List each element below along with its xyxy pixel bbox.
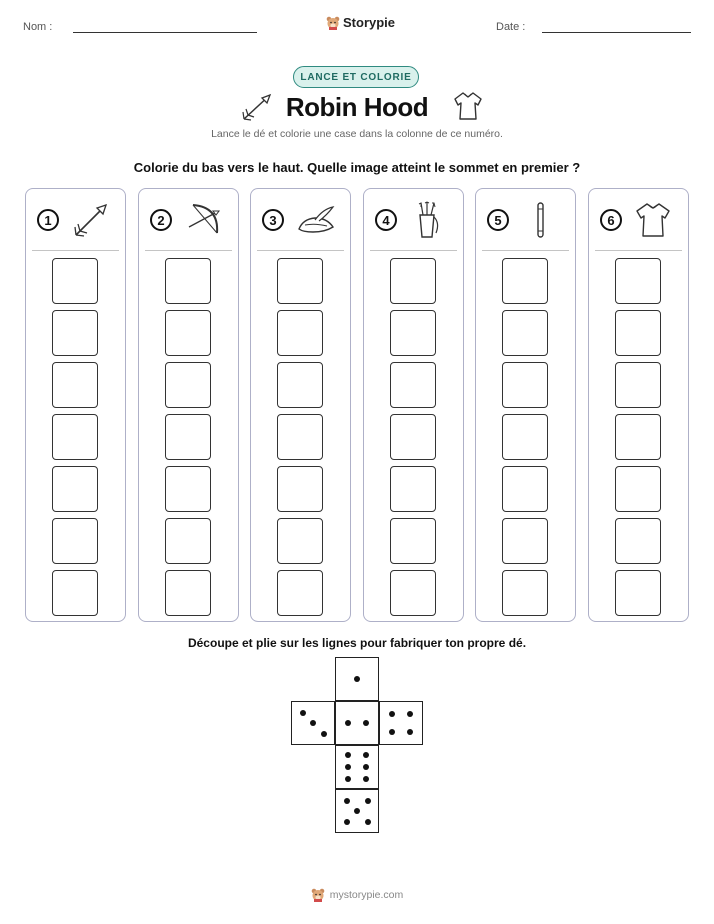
page-subtitle: Lance le dé et colorie une case dans la colonne de ce numéro. bbox=[211, 128, 503, 140]
brand-logo bbox=[326, 15, 395, 30]
dice-face-4 bbox=[379, 701, 423, 745]
bear-logo-icon bbox=[311, 888, 325, 902]
column-divider bbox=[145, 250, 232, 251]
dice-face-3 bbox=[291, 701, 335, 745]
color-box[interactable] bbox=[502, 362, 548, 408]
color-box[interactable] bbox=[52, 466, 98, 512]
color-box[interactable] bbox=[390, 414, 436, 460]
staff-icon bbox=[520, 199, 562, 241]
dice-face-1 bbox=[335, 657, 379, 701]
color-box[interactable] bbox=[502, 414, 548, 460]
color-box[interactable] bbox=[277, 310, 323, 356]
color-box[interactable] bbox=[165, 258, 211, 304]
bear-logo-icon bbox=[326, 16, 340, 30]
footer bbox=[0, 888, 714, 902]
name-label: Nom : bbox=[23, 21, 53, 33]
column-divider bbox=[482, 250, 569, 251]
color-box[interactable] bbox=[165, 310, 211, 356]
dice-pip bbox=[345, 764, 351, 770]
column-number: 4 bbox=[375, 209, 397, 231]
color-box[interactable] bbox=[615, 258, 661, 304]
color-box[interactable] bbox=[277, 466, 323, 512]
color-box[interactable] bbox=[615, 518, 661, 564]
color-box[interactable] bbox=[165, 518, 211, 564]
column-number: 2 bbox=[150, 209, 172, 231]
dice-pip bbox=[345, 752, 351, 758]
coloring-instruction: Colorie du bas vers le haut. Quelle image atteint le sommet en premier ? bbox=[133, 160, 581, 175]
tunic-icon bbox=[452, 90, 484, 122]
color-box[interactable] bbox=[277, 414, 323, 460]
dice-pip bbox=[389, 711, 395, 717]
dice-pip bbox=[407, 711, 413, 717]
dice-pip bbox=[365, 819, 371, 825]
dice-pip bbox=[344, 819, 350, 825]
color-box[interactable] bbox=[165, 570, 211, 616]
color-box[interactable] bbox=[277, 570, 323, 616]
dice-instruction: Découpe et plie sur les lignes pour fabriquer ton propre dé. bbox=[187, 636, 527, 650]
color-box[interactable] bbox=[390, 466, 436, 512]
color-box[interactable] bbox=[390, 570, 436, 616]
color-box[interactable] bbox=[615, 414, 661, 460]
column-number: 6 bbox=[600, 209, 622, 231]
dice-pip bbox=[310, 720, 316, 726]
color-box[interactable] bbox=[277, 258, 323, 304]
dice-pip bbox=[345, 776, 351, 782]
column-3 bbox=[250, 188, 351, 622]
column-divider bbox=[370, 250, 457, 251]
color-box[interactable] bbox=[52, 310, 98, 356]
color-box[interactable] bbox=[390, 518, 436, 564]
dice-pip bbox=[344, 798, 350, 804]
dice-face-5 bbox=[335, 789, 379, 833]
column-2 bbox=[138, 188, 239, 622]
dice-pip bbox=[321, 731, 327, 737]
color-box[interactable] bbox=[52, 570, 98, 616]
name-line[interactable] bbox=[73, 32, 257, 33]
column-divider bbox=[595, 250, 682, 251]
column-5 bbox=[475, 188, 576, 622]
dice-pip bbox=[407, 729, 413, 735]
date-line[interactable] bbox=[542, 32, 691, 33]
dice-pip bbox=[300, 710, 306, 716]
color-box[interactable] bbox=[615, 570, 661, 616]
dice-pip bbox=[363, 720, 369, 726]
color-box[interactable] bbox=[390, 258, 436, 304]
dice-pip bbox=[363, 776, 369, 782]
color-box[interactable] bbox=[277, 362, 323, 408]
column-1 bbox=[25, 188, 126, 622]
color-box[interactable] bbox=[165, 362, 211, 408]
dice-pip bbox=[365, 798, 371, 804]
column-number: 1 bbox=[37, 209, 59, 231]
column-number: 5 bbox=[487, 209, 509, 231]
dice-pip bbox=[363, 752, 369, 758]
color-box[interactable] bbox=[502, 310, 548, 356]
dice-pip bbox=[389, 729, 395, 735]
dice-pip bbox=[363, 764, 369, 770]
dice-face-6 bbox=[335, 745, 379, 789]
dice-pip bbox=[354, 808, 360, 814]
color-box[interactable] bbox=[165, 414, 211, 460]
dice-pip bbox=[354, 676, 360, 682]
color-box[interactable] bbox=[502, 518, 548, 564]
color-box[interactable] bbox=[165, 466, 211, 512]
color-box[interactable] bbox=[615, 362, 661, 408]
color-box[interactable] bbox=[502, 570, 548, 616]
color-box[interactable] bbox=[390, 310, 436, 356]
color-box[interactable] bbox=[277, 518, 323, 564]
color-box[interactable] bbox=[52, 362, 98, 408]
column-number: 3 bbox=[262, 209, 284, 231]
dice-face-2 bbox=[335, 701, 379, 745]
footer-url[interactable]: mystorypie.com bbox=[329, 889, 404, 901]
column-divider bbox=[257, 250, 344, 251]
column-4 bbox=[363, 188, 464, 622]
color-box[interactable] bbox=[502, 466, 548, 512]
color-box[interactable] bbox=[615, 466, 661, 512]
color-box[interactable] bbox=[502, 258, 548, 304]
activity-badge: LANCE ET COLORIE bbox=[293, 66, 419, 88]
page-title: Robin Hood bbox=[285, 92, 429, 122]
tunic-icon bbox=[633, 199, 675, 241]
color-box[interactable] bbox=[615, 310, 661, 356]
arrow-icon bbox=[70, 199, 112, 241]
color-box[interactable] bbox=[52, 258, 98, 304]
date-label: Date : bbox=[496, 21, 526, 33]
brand-name: Storypie bbox=[343, 15, 396, 30]
column-6 bbox=[588, 188, 689, 622]
bow-icon bbox=[183, 199, 225, 241]
dice-pip bbox=[345, 720, 351, 726]
color-box[interactable] bbox=[390, 362, 436, 408]
quiver-icon bbox=[408, 199, 450, 241]
feathered-hat-icon bbox=[295, 199, 337, 241]
column-divider bbox=[32, 250, 119, 251]
color-box[interactable] bbox=[52, 414, 98, 460]
color-box[interactable] bbox=[52, 518, 98, 564]
